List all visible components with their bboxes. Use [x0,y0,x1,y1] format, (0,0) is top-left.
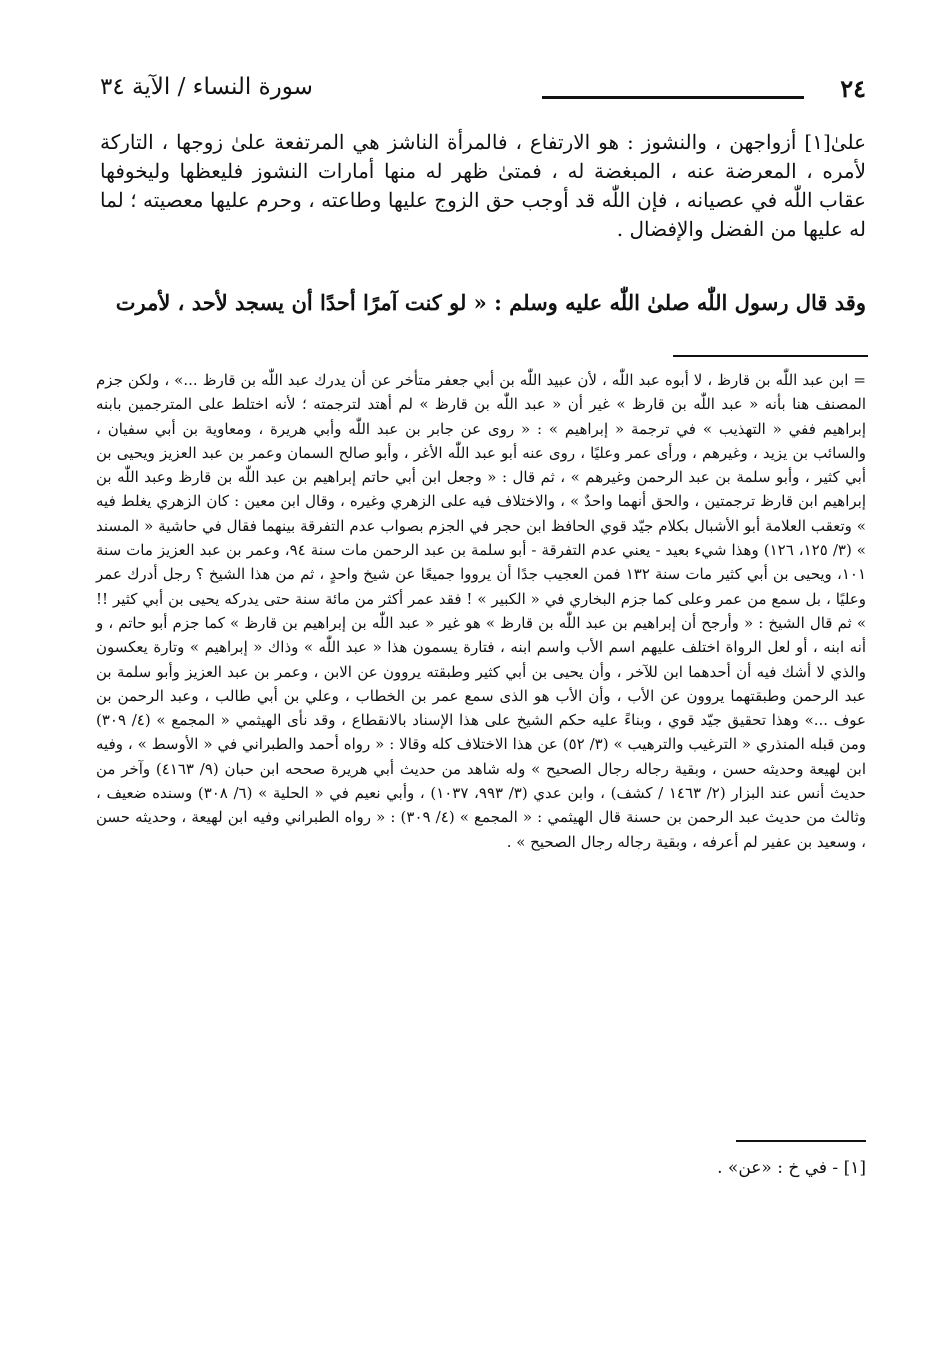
notes-separator [673,355,868,357]
page-number: ٢٤ [840,74,866,103]
main-paragraph [100,128,866,244]
annotation-text: = ابن عبد اللّٰه بن قارظ ، لا أبوه عبد اللّٰه ، لأن عبيد اللّٰه بن أبي جعفر متأخر عن أن يدرك عبد اللّٰه بن قارظ ...» ، ولكن جزم المصنف هنا بأنه « عبد اللّٰه بن قارظ » غير أن « عبد اللّٰه بن قارظ » لم أهتد لترجمته ؛ لأنه اختلط على المترجمين بابنه إبراهيم ففي « التهذيب » في ترجمة « إبراهيم » : « روى عن جابر بن عبد اللّٰه وأبي هريرة ، ومعاوية بن أبي سفيان ، والسائب بن يزيد ، وغيرهم ، ورأى عمر وعليًا ، روى عنه أبو عبد اللّٰه الأغر ، وأبو صالح السمان وعمر بن عبد العزيز ويحيى بن أبي كثير ، وأبو سلمة بن عبد الرحمن وغيرهم » ، ثم قال : « وجعل ابن أبي حاتم إبراهيم بن عبد اللّٰه بن قارظ وعبد اللّٰه بن إبراهيم ابن قارظ ترجمتين ، والحق أنهما واحدٌ » ، والاختلاف فيه على الزهري وغيره ، وقال ابن معين : كان الزهري يغلط فيه » وتعقب العلامة أبو الأشبال بكلام جيّد قوي الحافظ ابن حجر في الجزم بصواب عدم التفرقة بينهما فقال في حاشية « المسند » (٣/ ١٢٥، ١٢٦) وهذا شيء بعيد - يعني عدم التفرقة - أبو سلمة بن عبد الرحمن مات سنة ٩٤، وعمر بن عبد العزيز مات سنة ١٠١، ويحيى بن أبي كثير مات سنة ١٣٢ فمن العجيب جدًا أن يرووا جميعًا عن شيخ واحدٍ ، ثم من هذا الشيخ ؟ رجل أدرك عمر وعليًا ، بل سمع من عمر وعلى كما جزم البخاري في « الكبير » ! فقد عمر أكثر من مائة سنة حتى يدركه يحيى بن أبي كثير !! » ثم قال الشيخ : « وأرجح أن إبراهيم بن عبد اللّٰه بن قارظ » هو غير « عبد اللّٰه بن إبراهيم بن قارظ » كما جزم أبو حاتم ، و أنه ابنه ، أو لعل الرواة اختلف عليهم اسم الأب واسم ابنه ، فتارة يسمون هذا « عبد اللّٰه » وذاك « إبراهيم » وتارة يعكسون والذي لا أشك فيه أن أحدهما ابن للآخر ، وأن يحيى بن أبي كثير وطبقته يروون عن الابن ، وعمر بن عبد العزيز وأبو سلمة بن عبد الرحمن وطبقتهما يروون عن الأب ، وأن الأب هو الذى سمع عمر بن الخطاب ، وعلي بن أبي طالب ، وعبد الرحمن بن عوف ...» وهذا تحقيق جيّد قوي ، وبناءً عليه حكم الشيخ على هذا الإسناد بالانقطاع ، وقد نأى الهيثمي « المجمع » (٤/ ٣٠٩) ومن قبله المنذري « الترغيب والترهيب » (٣/ ٥٢) عن هذا الاختلاف كله وقالا : « رواه أحمد والطبراني في « الأوسط » ، وفيه ابن لهيعة وحديثه حسن ، وبقية رجاله رجال الصحيح » وله شاهد من حديث أبي هريرة صححه ابن حبان (٩/ ٤١٦٣) وآخر من حديث أنس عند البزار (٢/ ١٤٦٣ / كشف) ، وابن عدي (٣/ ٩٩٣، ١٠٣٧) ، وأبي نعيم في « الحلية » (٦/ ٣٠٨) وسنده ضعيف ، وثالث من حديث عبد الرحمن بن حسنة قال الهيثمي : « المجمع » (٤/ ٣٠٩) : « رواه الطبراني وفيه ابن لهيعة ، وحديثه حسن ، وسعيد بن عفير لم أعرفه ، وبقية رجاله رجال الصحيح » . [96,371,867,851]
main-text: علىٰ[١] أزواجهن ، والنشوز : هو الارتفاع ، فالمرأة الناشز هي المرتفعة علىٰ زوجها ، التاركة لأمره ، المعرضة عنه ، المبغضة له ، فمتىٰ ظهر له منها أمارات النشوز فليعظها وليخوفها عقاب اللّٰه في عصيانه ، فإن اللّٰه قد أوجب حق الزوج عليها وطاعته ، وحرم عليها معصيته ؛ لما له عليها من الفضل والإفضال . [100,130,866,241]
footnote-separator [736,1140,866,1142]
hadith-quote-line: وقد قال رسول اللّٰه صلىٰ اللّٰه عليه وسلم : « لو كنت آمرًا أحدًا أن يسجد لأحد ، لأمرت [115,290,866,315]
annotations [96,368,866,854]
footnote: [١] - في خ : «عن» . [717,1158,866,1178]
running-title: سورة النساء / الآية ٣٤ [100,74,313,100]
page-header [100,74,866,114]
header-rule [542,96,804,99]
